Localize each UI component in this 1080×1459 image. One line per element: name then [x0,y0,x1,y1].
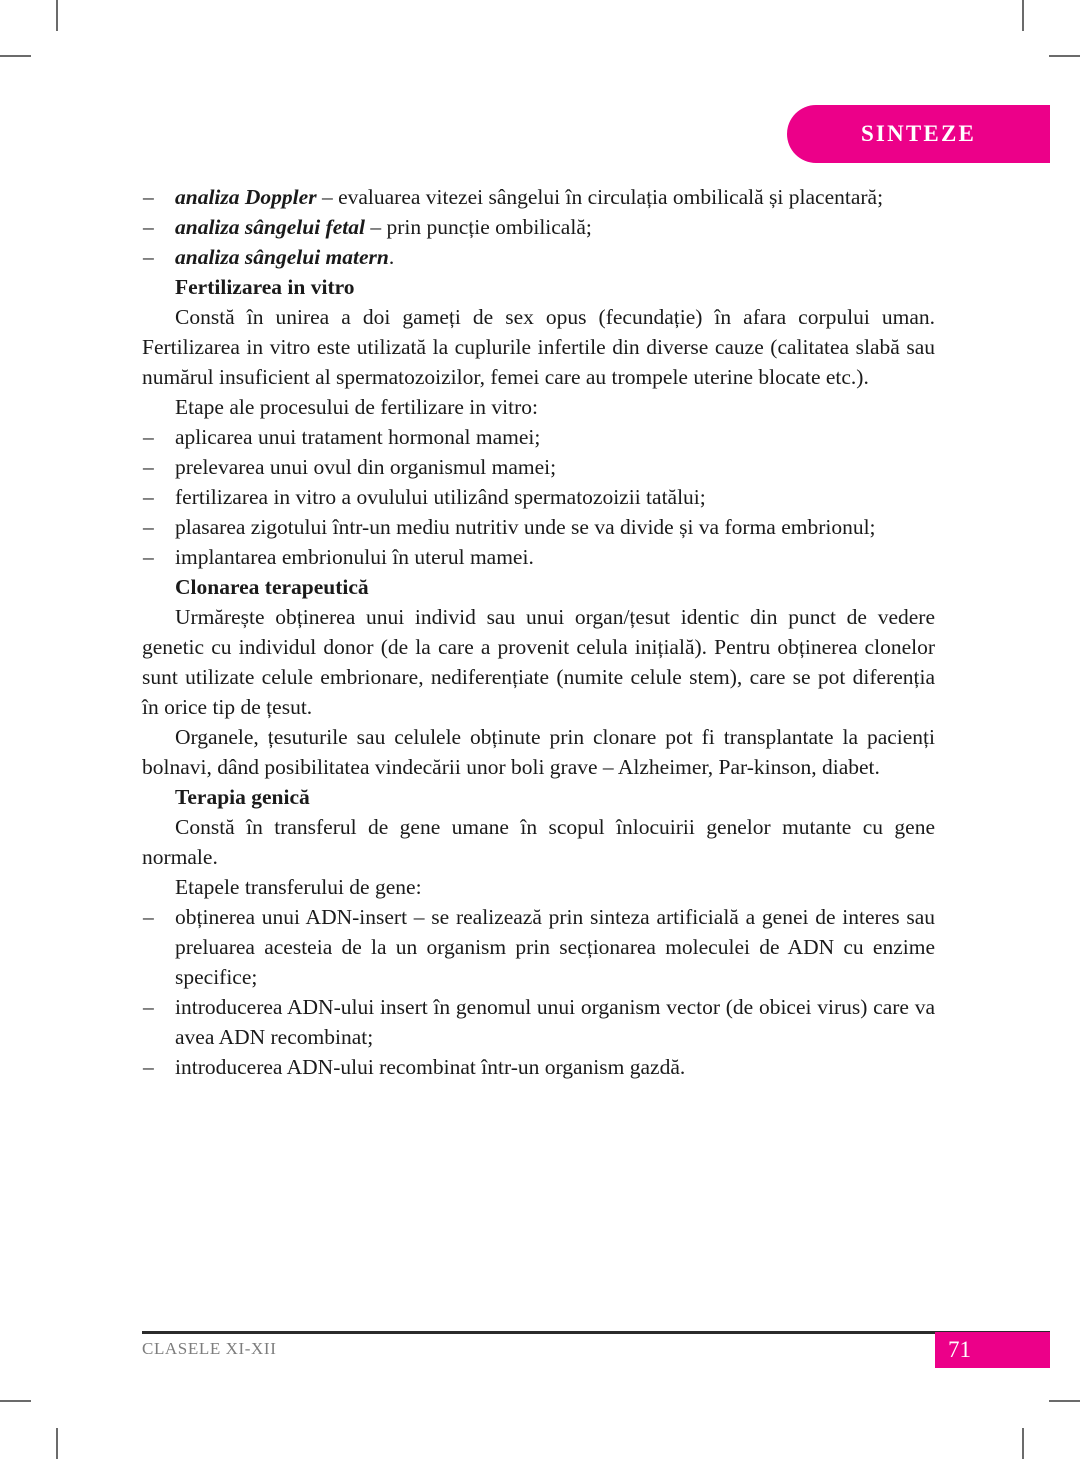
dash-bullet-icon: – [143,995,154,1019]
term-description: . [388,245,395,269]
term-label: analiza sângelui matern [175,245,389,269]
crop-mark-bottom-right-horizontal [1049,1400,1080,1402]
list-item [142,242,935,272]
crop-mark-bottom-left-vertical [56,1428,58,1459]
list-item [142,902,935,992]
dash-bullet-icon: – [143,215,154,239]
paragraph-clonarea-1: Urmărește obținerea unui individ sau unui organ/țesut identic din punct de vedere genetic cu individul donor (de la care a provenit celula inițială). Pentru obținerea clonelor sunt utilizate celule embrionare, nediferențiate (numite celule stem), care se pot diferenția în orice tip de țesut. [142,605,935,719]
dash-bullet-icon: – [143,485,154,509]
heading-clonarea-terapeutica: Clonarea terapeutică [175,575,369,599]
crop-mark-top-right-vertical [1022,0,1024,31]
section-header-badge [787,105,1050,163]
list-item-label: introducerea ADN-ului insert în genomul unui organism vector (de obicei virus) care va avea ADN recombinat; [175,995,935,1049]
list-item [142,482,935,512]
list-item-label: implantarea embrionului în uterul mamei. [175,545,534,569]
list-item [142,1052,935,1082]
paragraph-fertilizarea: Constă în unirea a doi gameți de sex opus (fecundație) în afara corpului uman. Fertilizarea in vitro este utilizată la cuplurile infertile din diverse cauze (calitatea slabă sau numărul insuficient al spermatozoizilor, femei care au trompele uterine blocate etc.). [142,305,935,389]
paragraph-terapia: Constă în transferul de gene umane în scopul înlocuirii genelor mutante cu gene normale. [142,815,935,869]
list-intro-terapia: Etapele transferului de gene: [175,875,422,899]
list-item-label: plasarea zigotului într-un mediu nutritiv unde se va divide și va forma embrionul; [175,515,876,539]
page-content [142,182,935,1082]
crop-mark-top-left-horizontal [0,55,31,57]
term-label: analiza sângelui fetal [175,215,365,239]
term-description: – prin puncție ombilicală; [364,215,592,239]
list-item [142,212,935,242]
dash-bullet-icon: – [143,515,154,539]
terapia-steps-list [142,902,935,1082]
dash-bullet-icon: – [143,425,154,449]
list-item-label: prelevarea unui ovul din organismul mamei; [175,455,557,479]
list-item [142,992,935,1052]
analysis-term-list [142,182,935,272]
list-item [142,512,935,542]
list-intro-fertilizarea: Etape ale procesului de fertilizare in vitro: [175,395,538,419]
crop-mark-bottom-right-vertical [1022,1428,1024,1459]
dash-bullet-icon: – [143,455,154,479]
term-description: – evaluarea vitezei sângelui în circulația ombilicală și placentară; [316,185,884,209]
dash-bullet-icon: – [143,245,154,269]
crop-mark-bottom-left-horizontal [0,1400,31,1402]
page-number: 71 [948,1337,971,1362]
crop-mark-top-left-vertical [56,0,58,31]
list-item [142,542,935,572]
term-label: analiza Doppler [175,185,317,209]
heading-fertilizarea-in-vitro: Fertilizarea in vitro [175,275,355,299]
dash-bullet-icon: – [143,185,154,209]
dash-bullet-icon: – [143,905,154,929]
list-item [142,452,935,482]
footer-divider [142,1331,1050,1334]
dash-bullet-icon: – [143,1055,154,1079]
footer-class-label: CLASELE XI-XII [142,1339,277,1358]
list-item [142,422,935,452]
list-item-label: aplicarea unui tratament hormonal mamei; [175,425,541,449]
paragraph-clonarea-2: Organele, țesuturile sau celulele obținute prin clonare pot fi transplantate la pacienți bolnavi, dând posibilitatea vindecării unor boli grave – Alzheimer, Par-kinson, diabet. [142,725,935,779]
dash-bullet-icon: – [143,545,154,569]
list-item [142,182,935,212]
section-header-label: SINTEZE [860,121,977,146]
list-item-label: introducerea ADN-ului recombinat într-un organism gazdă. [175,1055,686,1079]
heading-terapia-genica: Terapia genică [175,785,310,809]
list-item-label: fertilizarea in vitro a ovulului utilizând spermatozoizii tatălui; [175,485,706,509]
crop-mark-top-right-horizontal [1049,55,1080,57]
fertilizarea-steps-list [142,422,935,572]
list-item-label: obținerea unui ADN-insert – se realizează prin sinteza artificială a genei de interes sau preluarea acesteia de la un organism prin secționarea moleculei de ADN cu enzime specifice; [175,905,935,989]
